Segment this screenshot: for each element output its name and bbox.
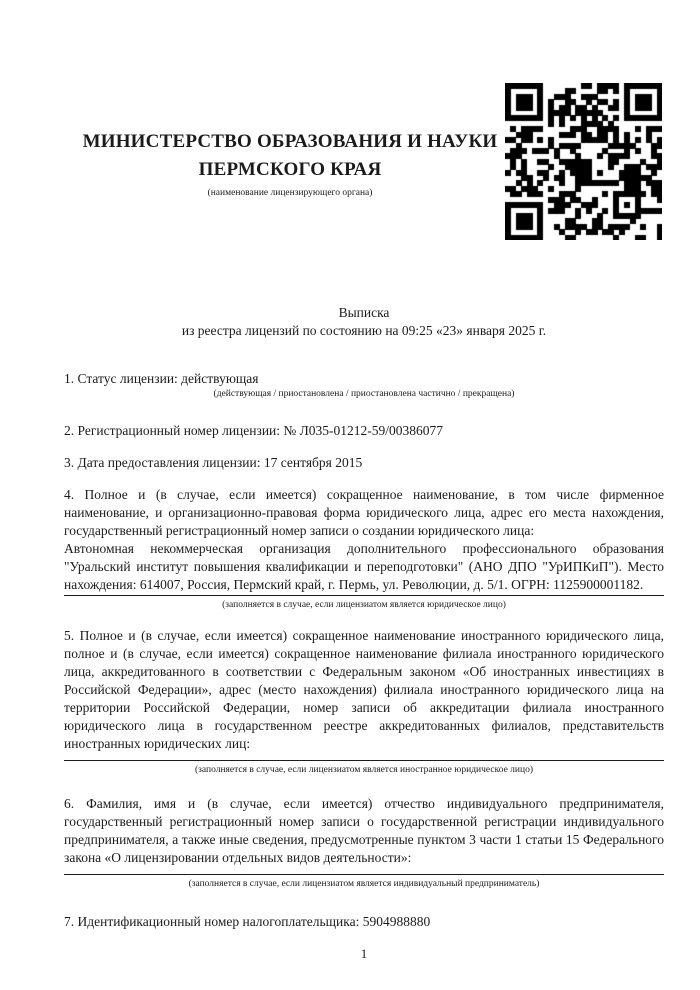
license-date-text: 3. Дата предоставления лицензии: 17 сентября 2015 [64,455,363,470]
page-number: 1 [360,946,368,961]
item-registration-number [64,422,664,440]
qr-code [505,83,662,240]
item-legal-entity [64,486,664,612]
individual-entrepreneur-caption: (заполняется в случае, если лицензиатом является индивидуальный предприниматель) [188,879,540,889]
taxpayer-number-text: 7. Идентификационный номер налогоплательщика: 5904988880 [64,914,431,929]
fill-line-foreign-entity [64,760,664,761]
legal-entity-caption: (заполняется в случае, если лицензиатом является юридическое лицо) [222,600,506,610]
fill-line-legal-entity [64,595,664,596]
item-license-date [64,454,664,472]
item-license-status [64,370,664,401]
foreign-entity-label: 5. Полное и (в случае, если имеется) сокращенное наименование иностранного юридического лица, полное и (в случае, если имеется) сокращенное наименование филиала иностранного юридического лица, аккредитованного в соответствии с Федеральным законом «Об иностранных инвестициях в Российской Федерации», адрес (место нахождения) филиала иностранного юридического лица на территории Российской Федерации, номер записи об аккредитации филиала иностранного юридического лица в государственном реестре аккредитованных филиалов, представительств иностранных юридических лиц: [64,628,664,751]
foreign-entity-caption: (заполняется в случае, если лицензиатом является иностранное юридическое лицо) [195,765,533,775]
item-taxpayer-number [64,913,664,931]
individual-entrepreneur-label: 6. Фамилия, имя и (в случае, если имеется) отчество индивидуального предпринимателя, государственный регистрационный номер записи о государственной регистрации индивидуального предпринимателя, а также иные сведения, предусмотренные пунктом 3 части 1 статьи 15 Федерального закона «О лицензировании отдельных видов деятельности»: [64,796,664,865]
fill-line-individual-entrepreneur [64,874,664,875]
legal-entity-label: 4. Полное и (в случае, если имеется) сокращенное наименование, в том числе фирменное наименование, и организационно-правовая форма юридического лица, адрес его места нахождения, государственный регистрационный номер записи о создании юридического лица: [64,487,664,538]
item-individual-entrepreneur [64,795,664,891]
document-title-line2: из реестра лицензий по состоянию на 09:25 «23» января 2025 г. [181,323,547,338]
qr-code-image [505,83,662,240]
document-title-line1: Выписка [338,305,390,320]
ministry-title-line2: ПЕРМСКОГО КРАЯ [198,159,382,180]
licensing-authority-caption: (наименование лицензирующего органа) [207,188,373,198]
letterhead [64,128,516,200]
ministry-title-line1: МИНИСТЕРСТВО ОБРАЗОВАНИЯ И НАУКИ [82,131,498,152]
item-foreign-entity [64,627,664,777]
license-status-text: 1. Статус лицензии: действующая [64,371,259,386]
document-title [64,304,664,340]
legal-entity-value: Автономная некоммерческая организация дополнительного профессионального образования "Уральский институт повышения квалификации и переподготовки" (АНО ДПО "УрИПКиП"). Место нахождения: 614007, Россия, Пермский край, г. Пермь, ул. Революции, д. 5/1. ОГРН: 1125900001182. [64,541,664,592]
registration-number-text: 2. Регистрационный номер лицензии: № Л035-01212-59/00386077 [64,423,444,438]
license-status-caption: (действующая / приостановлена / приостановлена частично / прекращена) [213,389,515,399]
